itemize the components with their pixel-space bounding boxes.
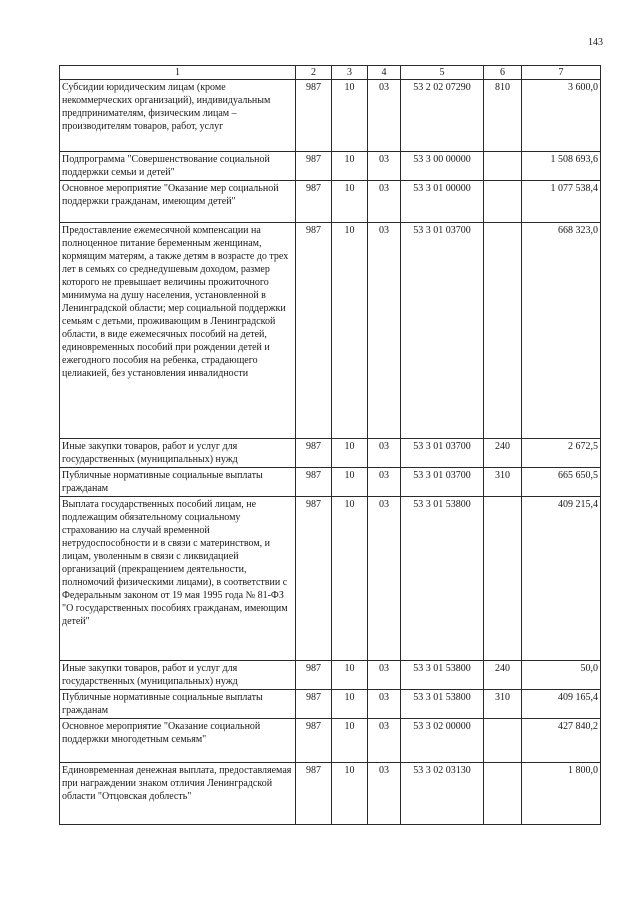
cell-amount: 1 077 538,4: [522, 181, 601, 223]
cell-section: 10: [332, 152, 368, 181]
cell-target: 53 3 01 53800: [401, 690, 484, 719]
cell-section: 10: [332, 181, 368, 223]
cell-subsection: 03: [368, 661, 401, 690]
cell-subsection: 03: [368, 223, 401, 439]
cell-code: 987: [296, 181, 332, 223]
cell-amount: 50,0: [522, 661, 601, 690]
column-header: 7: [522, 66, 601, 80]
cell-amount: 427 840,2: [522, 719, 601, 763]
cell-subsection: 03: [368, 763, 401, 825]
table-row: [60, 439, 601, 468]
cell-code: 987: [296, 223, 332, 439]
cell-type: [484, 763, 522, 825]
column-header: 2: [296, 66, 332, 80]
cell-section: 10: [332, 763, 368, 825]
cell-target: 53 3 01 53800: [401, 497, 484, 661]
page-number: 143: [588, 37, 603, 48]
cell-type: [484, 497, 522, 661]
table-row: [60, 497, 601, 661]
cell-code: 987: [296, 80, 332, 152]
cell-target: 53 3 02 03130: [401, 763, 484, 825]
cell-amount: 665 650,5: [522, 468, 601, 497]
table-row: [60, 690, 601, 719]
cell-code: 987: [296, 690, 332, 719]
table-row: [60, 719, 601, 763]
cell-section: 10: [332, 468, 368, 497]
cell-amount: 2 672,5: [522, 439, 601, 468]
cell-target: 53 3 01 00000: [401, 181, 484, 223]
budget-table: [59, 65, 601, 825]
cell-target: 53 3 01 03700: [401, 468, 484, 497]
cell-section: 10: [332, 223, 368, 439]
row-name: Подпрограмма "Совершенствование социальной поддержки семьи и детей": [60, 152, 296, 181]
cell-type: [484, 152, 522, 181]
row-name: Иные закупки товаров, работ и услуг для государственных (муниципальных) нужд: [60, 439, 296, 468]
cell-subsection: 03: [368, 152, 401, 181]
table-row: [60, 152, 601, 181]
cell-subsection: 03: [368, 439, 401, 468]
cell-section: 10: [332, 719, 368, 763]
cell-section: 10: [332, 661, 368, 690]
cell-subsection: 03: [368, 80, 401, 152]
table-row: [60, 80, 601, 152]
cell-code: 987: [296, 439, 332, 468]
cell-type: [484, 719, 522, 763]
row-name: Основное мероприятие "Оказание социальной поддержки многодетным семьям": [60, 719, 296, 763]
column-header: 5: [401, 66, 484, 80]
cell-target: 53 3 01 03700: [401, 439, 484, 468]
cell-section: 10: [332, 439, 368, 468]
cell-target: 53 3 00 00000: [401, 152, 484, 181]
cell-subsection: 03: [368, 468, 401, 497]
cell-subsection: 03: [368, 690, 401, 719]
cell-subsection: 03: [368, 719, 401, 763]
row-name: Выплата государственных пособий лицам, не подлежащим обязательному социальному страхованию на случай временной нетрудоспособности и в связи с материнством, и лицам, уволенным в связи с ликвидацией организаций (прекращением деятельности, полномочий физическими лицами), в соответствии с Федеральным законом от 19 мая 1995 года № 81-ФЗ "О государственных пособиях гражданам, имеющим детей": [60, 497, 296, 661]
table-row: [60, 661, 601, 690]
cell-target: 53 2 02 07290: [401, 80, 484, 152]
row-name: Основное мероприятие "Оказание мер социальной поддержки гражданам, имеющим детей": [60, 181, 296, 223]
cell-type: 240: [484, 439, 522, 468]
column-header: 4: [368, 66, 401, 80]
cell-code: 987: [296, 661, 332, 690]
cell-section: 10: [332, 497, 368, 661]
cell-target: 53 3 01 03700: [401, 223, 484, 439]
cell-type: 810: [484, 80, 522, 152]
cell-code: 987: [296, 497, 332, 661]
cell-amount: 668 323,0: [522, 223, 601, 439]
row-name: Предоставление ежемесячной компенсации на полноценное питание беременным женщинам, кормящим матерям, а также детям в возрасте до трех лет в семьях со среднедушевым доходом, размер которого не превышает величины прожиточного минимума на душу населения, установленной в Ленинградской области; мер социальной поддержки семьям с детьми, проживающим в Ленинградской области, в виде ежемесячных пособий на детей, единовременных пособий при рождении детей и ежегодного пособия на ребенка, страдающего целиакией, без установления инвалидности: [60, 223, 296, 439]
cell-type: [484, 181, 522, 223]
cell-amount: 3 600,0: [522, 80, 601, 152]
cell-code: 987: [296, 468, 332, 497]
table-row: [60, 468, 601, 497]
table-row: [60, 181, 601, 223]
header-row: [60, 66, 601, 80]
row-name: Единовременная денежная выплата, предоставляемая при награждении знаком отличия Ленинградской области "Отцовская доблесть": [60, 763, 296, 825]
cell-subsection: 03: [368, 181, 401, 223]
cell-target: 53 3 02 00000: [401, 719, 484, 763]
cell-amount: 409 165,4: [522, 690, 601, 719]
column-header: 1: [60, 66, 296, 80]
cell-type: [484, 223, 522, 439]
cell-code: 987: [296, 763, 332, 825]
cell-section: 10: [332, 690, 368, 719]
cell-type: 240: [484, 661, 522, 690]
cell-target: 53 3 01 53800: [401, 661, 484, 690]
cell-amount: 409 215,4: [522, 497, 601, 661]
row-name: Субсидии юридическим лицам (кроме некоммерческих организаций), индивидуальным предпринимателям, физическим лицам – производителям товаров, работ, услуг: [60, 80, 296, 152]
cell-type: 310: [484, 468, 522, 497]
cell-code: 987: [296, 719, 332, 763]
row-name: Иные закупки товаров, работ и услуг для государственных (муниципальных) нужд: [60, 661, 296, 690]
cell-section: 10: [332, 80, 368, 152]
row-name: Публичные нормативные социальные выплаты гражданам: [60, 468, 296, 497]
cell-subsection: 03: [368, 497, 401, 661]
cell-amount: 1 800,0: [522, 763, 601, 825]
table-row: [60, 763, 601, 825]
column-header: 6: [484, 66, 522, 80]
column-header: 3: [332, 66, 368, 80]
row-name: Публичные нормативные социальные выплаты гражданам: [60, 690, 296, 719]
table-row: [60, 223, 601, 439]
cell-code: 987: [296, 152, 332, 181]
cell-type: 310: [484, 690, 522, 719]
cell-amount: 1 508 693,6: [522, 152, 601, 181]
